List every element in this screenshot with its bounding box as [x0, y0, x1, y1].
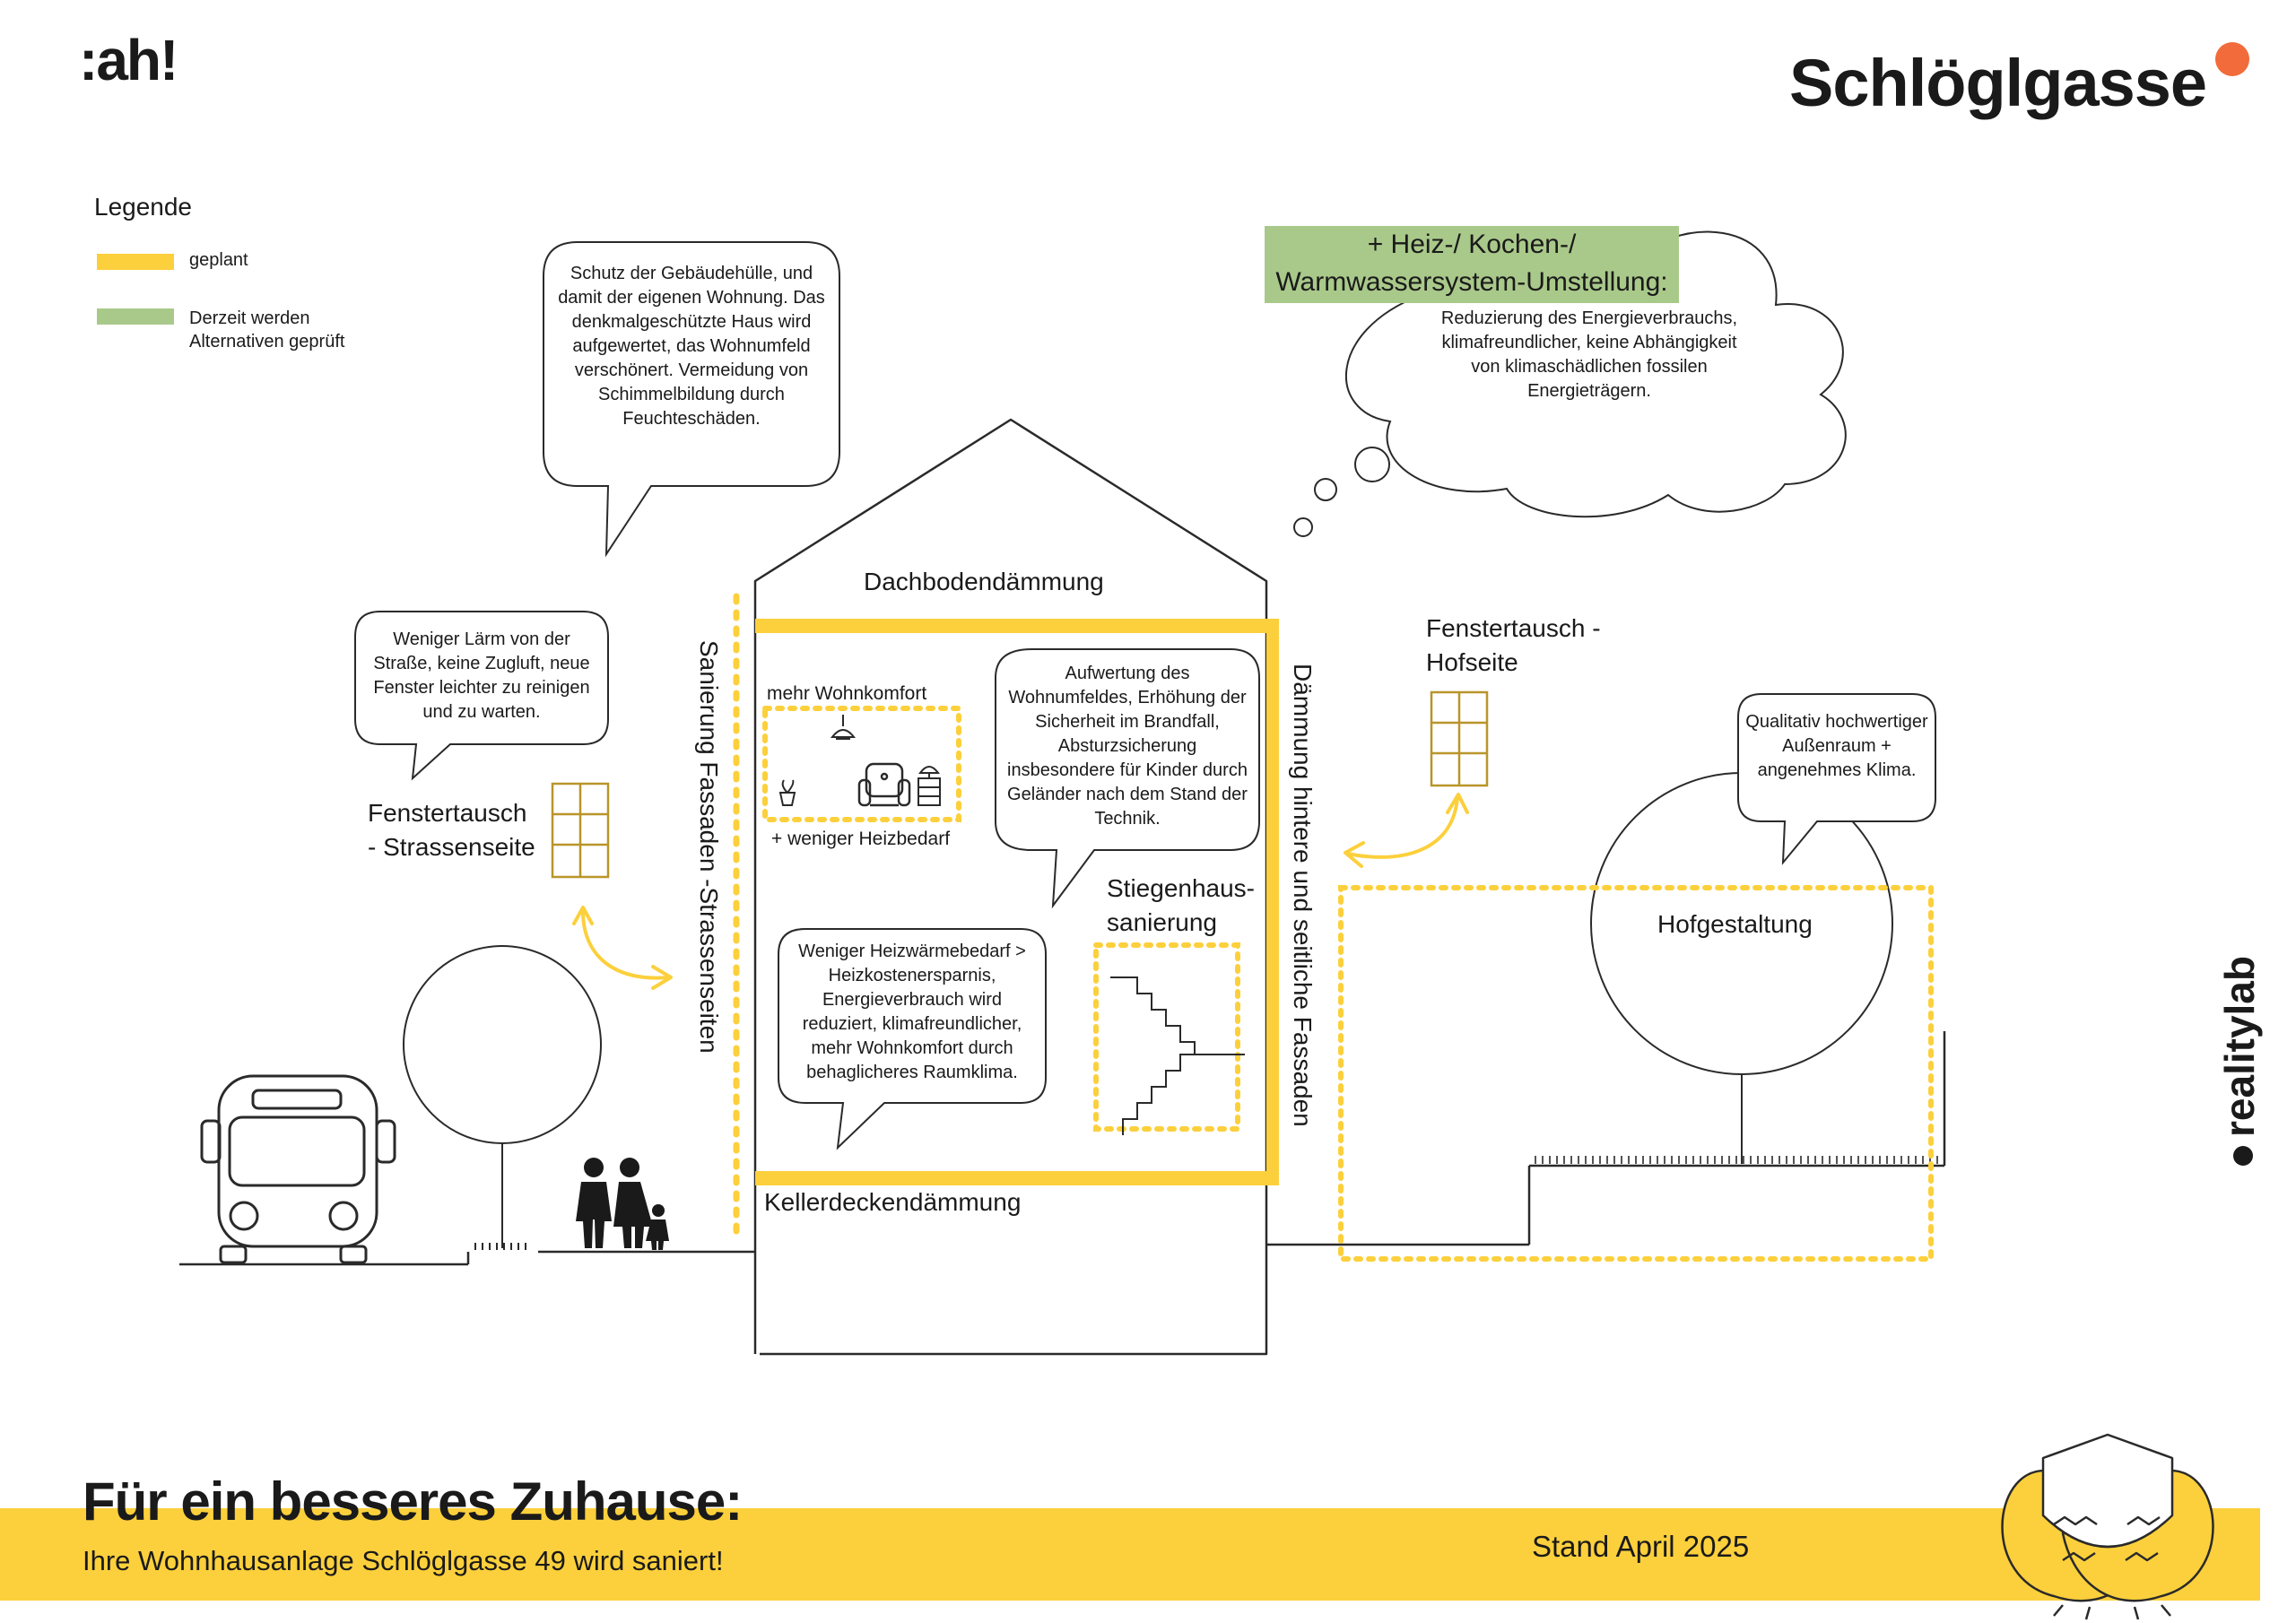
legend-swatch-review — [97, 308, 174, 325]
arrow-street — [574, 907, 671, 988]
bubble-aufwertung: Aufwertung des Wohnumfeldes, Erhöhung der Sicherheit im Brandfall, Absturzsicherung insbesondere für Kinder durch Geländer nach dem Stand der Technik. — [1007, 664, 1248, 829]
dresser-icon — [918, 767, 940, 805]
armchair-icon — [859, 764, 909, 805]
legend-label-planned: geplant — [189, 250, 248, 270]
ground-hatch-courtyard — [1535, 1156, 1937, 1164]
label-keller: Kellerdeckendämmung — [764, 1188, 1022, 1216]
label-fenster-hof: Fenstertausch - Hofseite — [1426, 614, 1601, 676]
label-fenster-strasse: Fenstertausch - Strassenseite — [368, 799, 535, 861]
label-stiegenhaus: Stiegenhaus- sanierung — [1107, 874, 1256, 936]
thought-dot-large — [1355, 447, 1389, 482]
page-title: Schlöglgasse — [1789, 46, 2207, 120]
courtyard-box — [1341, 888, 1931, 1259]
ground-hatch-left — [475, 1243, 526, 1250]
basement-insulation-bar — [755, 1171, 1279, 1185]
label-wohnkomfort: mehr Wohnkomfort — [767, 683, 927, 704]
wohnkomfort-box — [765, 708, 959, 820]
tree-icon-street — [404, 946, 601, 1248]
legend-swatch-planned — [97, 254, 174, 270]
thought-dot-medium — [1315, 479, 1336, 500]
label-fassade-hinten: Dämmung hintere und seitliche Fassaden — [1289, 664, 1317, 1127]
attic-insulation-bar — [755, 619, 1275, 633]
family-icon — [576, 1158, 669, 1250]
realitylab-text: realitylab — [2216, 956, 2263, 1137]
bus-icon — [202, 1076, 395, 1263]
label-fassade-strasse: Sanierung Fassaden -Strassenseiten — [695, 640, 723, 1054]
stairwell-box — [1096, 945, 1238, 1129]
bubble-gebaeudehuelle: Schutz der Gebäudehülle, und damit der eigenen Wohnung. Das denkmalgeschützte Haus wird aufgewertet, das Wohnumfeld verschönert. Vermeidung von Schimmelbildung durch Feuchteschäden. — [558, 264, 825, 429]
footer-subline: Ihre Wohnhausanlage Schlöglgasse 49 wird saniert! — [83, 1545, 724, 1576]
bubble-aussenraum: Qualitativ hochwertiger Außenraum + angenehmes Klima. — [1745, 712, 1928, 780]
cloud-text: Reduzierung des Energieverbrauchs, klimafreundlicher, keine Abhängigkeit von klimaschädlichen fossilen Energieträgern. — [1440, 308, 1738, 401]
window-icon-hof — [1431, 692, 1487, 785]
label-hofgestaltung: Hofgestaltung — [1657, 910, 1813, 938]
brand-logo: :ah! — [79, 28, 178, 92]
partner-logo-realitylab — [2215, 956, 2264, 1166]
ground-lines — [179, 1031, 1944, 1264]
bubble-heizwaerme: Weniger Heizwärmebedarf > Heizkostenersparnis, Energieverbrauch wird reduziert, klimafreundlicher, mehr Wohnkomfort durch behaglicheres Raumklima. — [798, 942, 1026, 1082]
tree-icon-courtyard — [1591, 773, 1892, 1164]
legend-label-review: Derzeit werden Alternativen geprüft — [189, 308, 345, 352]
thought-dot-small — [1294, 518, 1312, 536]
accent-dot — [2215, 42, 2249, 76]
plant-icon — [780, 780, 795, 805]
lamp-icon — [832, 715, 854, 739]
footer-date: Stand April 2025 — [1532, 1530, 1750, 1563]
bubble-laerm: Weniger Lärm von der Straße, keine Zugluft, neue Fenster leichter zu reinigen und zu warten. — [373, 629, 590, 722]
legend-title: Legende — [94, 193, 193, 221]
label-dachboden: Dachbodendämmung — [864, 568, 1104, 595]
footer-headline: Für ein besseres Zuhause: — [83, 1471, 743, 1532]
cloud-title: + Heiz-/ Kochen-/ Warmwassersystem-Umstellung: — [1265, 226, 1679, 303]
stairs-icon — [1110, 977, 1245, 1135]
rear-facade-bar — [1266, 619, 1279, 1182]
realitylab-mark — [2233, 1146, 2253, 1166]
arrow-hof — [1345, 794, 1467, 866]
window-icon-street — [552, 784, 608, 877]
label-heizbedarf: + weniger Heizbedarf — [771, 829, 951, 849]
